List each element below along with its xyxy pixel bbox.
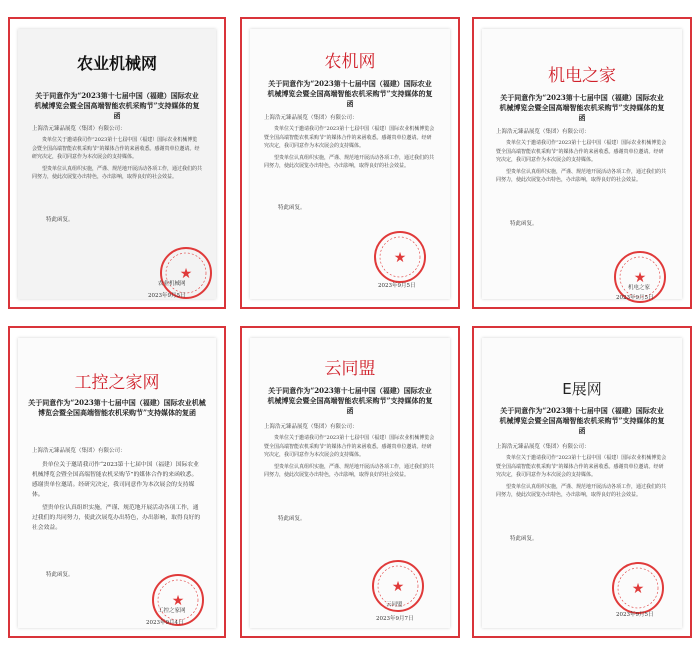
letter-card-4 [8,326,226,638]
closing: 特此函复。 [510,221,538,227]
paragraph: 望贵单位认真组织实施，严谨、规范地开展活动各项工作，通过我们的共同努力，使此次展览办出特色，办出影响，取得良好的社会效益。 [264,154,435,169]
paragraph: 望贵单位认真组织实施，严谨、规范地开展活动各项工作，通过我们的共同努力，使此次展览办出特色，办出影响，取得良好的社会效益。 [264,463,435,478]
paragraph: 望贵单位认真组织实施，严谨、规范地开展活动各项工作，通过我们的共同努力，使此次展览办出特色，办出影响，取得良好的社会效益。 [32,505,201,531]
signature: 机电之家 [628,285,651,291]
svg-text:★: ★ [171,593,185,609]
paragraph: 贵单位关于邀请我司作“2023第十七届中国（福建）国际农业机械博览会暨全国高端智能农机采购节”的媒体合作的来函收悉。感谢贵单位邀请。经研究决定，我司同意作为本次展会的支持媒体。 [496,455,667,478]
closing: 特此函复。 [46,217,74,223]
seal-stamp [610,560,666,616]
paragraph: 贵单位关于邀请我司作“2023第十七届中国（福建）国际农业机械博览会暨全国高端智能农机采购节”的媒体合作的来函收悉。感谢贵单位邀请。经研究决定，我司同意作为本次展会的支持媒体。 [32,137,200,160]
letter-body [496,454,668,503]
paragraph: 贵单位关于邀请我司作“2023第十七届中国（福建）国际农业机械博览会暨全国高端智能农机采购节”的媒体合作的来函收悉。感谢贵单位邀请。经研究决定，我司同意作为本次展会的支持媒体。 [264,435,435,458]
closing: 特此函复。 [278,516,306,522]
svg-text:★: ★ [633,270,647,286]
letter-body [32,136,202,185]
svg-text:★: ★ [179,266,193,282]
paragraph: 贵单位关于邀请我司作“2023第十七届中国（福建）国际农业机械博览会暨全国高端智能农机采购节”的媒体合作的来函收悉。感谢贵单位邀请。经研究决定，我司同意作为本次展会的支持媒体。 [496,140,667,163]
letter-card-2 [240,17,460,309]
site-name: 云同盟 [324,359,376,379]
date: 2023年9月5日 [378,283,416,289]
svg-text:★: ★ [391,579,405,595]
salutation: 上海浩元臻品展览（集团）有限公司： [264,424,358,430]
closing: 特此函复。 [46,572,74,578]
date: 2023年9月5日 [148,293,186,299]
paragraph: 望贵单位认真组织实施，严谨、规范地开展活动各项工作，通过我们的共同努力，使此次展览办出特色，办出影响，取得良好的社会效益。 [496,168,667,183]
svg-text:★: ★ [393,250,407,266]
letter-title: 关于同意作为“2023第十七届中国（福建）国际农业机械博览会暨全国高端智能农机采购节”支持媒体的复函 [267,79,433,108]
letter-title: 关于同意作为“2023第十七届中国（福建）国际农业机械博览会暨全国高端智能农机采购节”支持媒体的复函 [499,93,665,122]
svg-text:★: ★ [631,581,645,597]
letter-paper [18,29,216,299]
salutation: 上海浩元臻品展览（集团）有限公司： [32,126,126,132]
closing: 特此函复。 [510,536,538,542]
closing: 特此函复。 [278,205,306,211]
paragraph: 望贵单位认真组织实施，严谨、规范地开展活动各项工作，通过我们的共同努力，使此次展览办出特色，办出影响，取得良好的社会效益。 [32,165,203,180]
date: 2023年9月4日 [146,620,184,626]
letter-body [264,434,436,483]
site-name: 工控之家网 [74,373,160,393]
site-name: 农机网 [324,52,376,72]
letter-body [264,125,436,174]
letter-body [32,460,202,536]
letter-paper [18,338,216,628]
letter-title: 关于同意作为“2023第十七届中国（福建）国际农业机械博览会暨全国高端智能农机采购节”支持媒体的复函 [267,386,433,415]
letter-title: 关于同意作为“2023第十七届中国（福建）国际农业机械博览会暨全国高端智能农机采购节”支持媒体的复函 [28,398,206,417]
date: 2023年9月5日 [616,295,654,301]
letter-title: 关于同意作为“2023第十七届中国（福建）国际农业机械博览会暨全国高端智能农机采购节”支持媒体的复函 [34,91,200,120]
letter-paper [482,29,682,299]
letter-card-3 [472,17,692,309]
signature: 工控之家网 [158,608,186,614]
date: 2023年9月5日 [616,612,654,618]
letter-card-5 [240,326,460,638]
letter-paper [250,338,450,628]
letter-paper [250,29,450,299]
date: 2023年9月7日 [376,616,414,622]
signature: 云同盟 [386,602,403,608]
paragraph: 望贵单位认真组织实施，严谨、规范地开展活动各项工作，通过我们的共同努力，使此次展览办出特色，办出影响，取得良好的社会效益。 [496,483,667,498]
letter-card-6 [472,326,692,638]
site-name: 农业机械网 [76,54,157,73]
site-name: E展网 [562,380,602,398]
paragraph: 贵单位关于邀请我司作“2023第十七届中国（福建）国际农业机械博览会暨全国高端智能农机采购节”的媒体合作的来函收悉。感谢贵单位邀请。经研究决定，我司同意作为本次展会的支持媒体。 [264,126,435,149]
paragraph: 贵单位关于邀请我司作“2023第十七届中国（福建）国际农业机械博览会暨全国高端智能农机采购节”的媒体合作的来函收悉。感谢贵单位邀请。经研究决定，我司同意作为本次展会的支持媒体。 [32,462,199,498]
site-name: 机电之家 [548,66,616,86]
seal-stamp [372,229,428,285]
salutation: 上海浩元臻品展览（集团）有限公司： [264,115,358,121]
salutation: 上海浩元臻品展览（集团）有限公司： [32,448,126,454]
letter-body [496,139,668,188]
letter-card-1 [8,17,226,309]
signature: 农业机械网 [158,281,186,287]
salutation: 上海浩元臻品展览（集团）有限公司： [496,129,590,135]
salutation: 上海浩元臻品展览（集团）有限公司： [496,444,590,450]
letter-title: 关于同意作为“2023第十七届中国（福建）国际农业机械博览会暨全国高端智能农机采购节”支持媒体的复函 [499,406,665,435]
letter-paper [482,338,682,628]
